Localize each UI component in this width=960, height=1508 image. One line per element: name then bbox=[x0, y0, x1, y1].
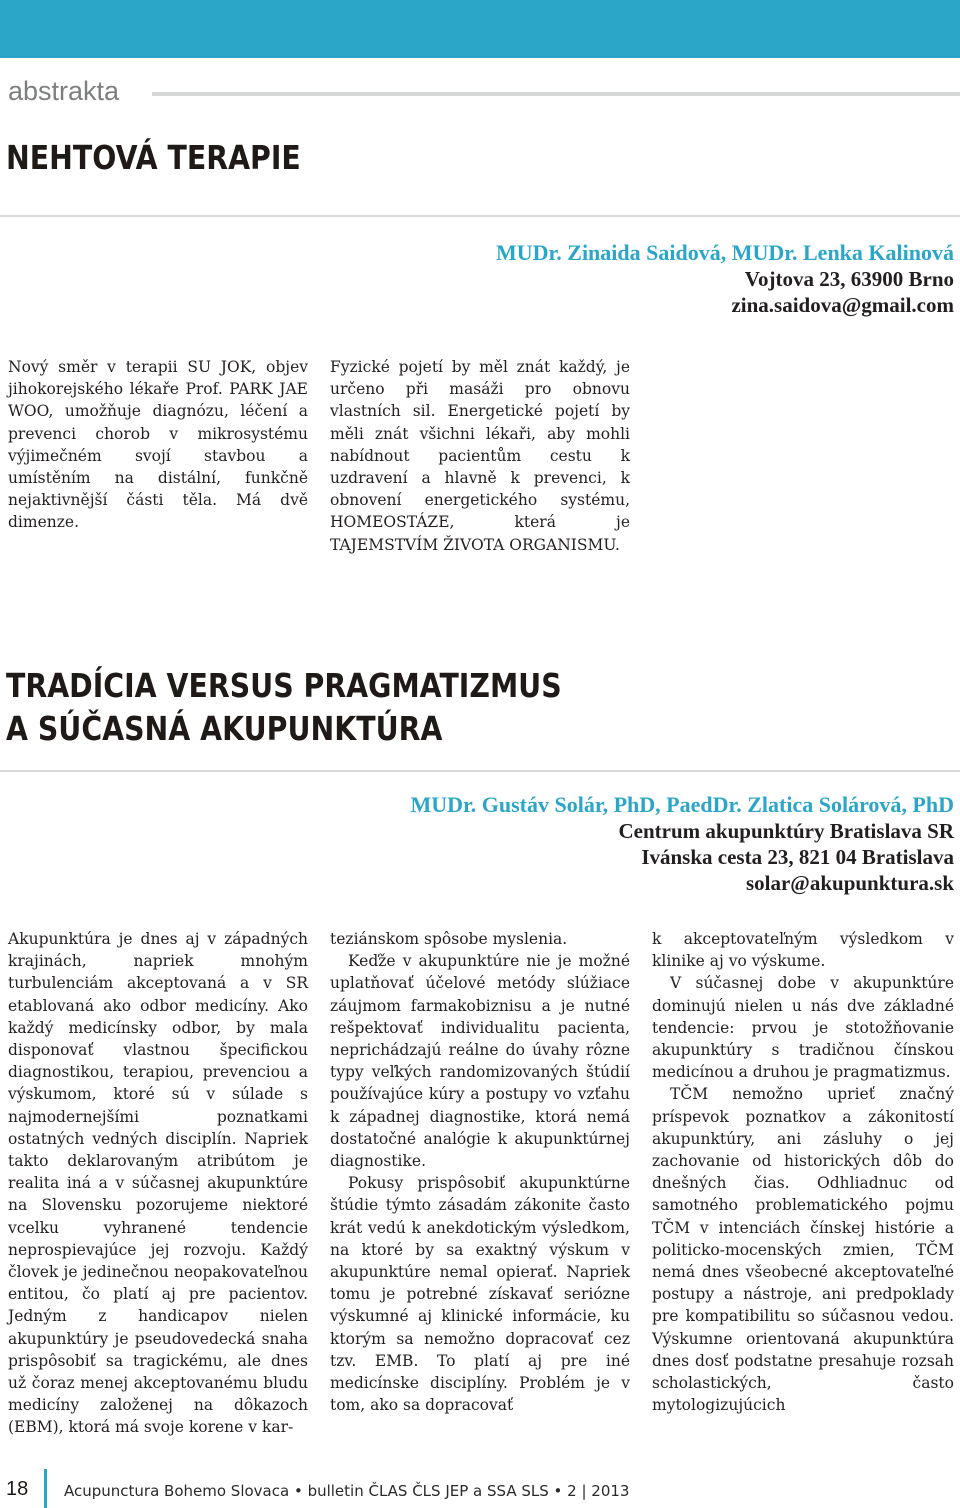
article1-col1-paragraph: Nový směr v terapii SU JOK, objev jihokorejského lékaře Prof. PARK JAE WOO, umožňuje diagnózu, léčení a prevenci chorob v mikrosystému výjimečném svojí stavbou a umístěním na distální, funkčně nejaktivnější části těla. Má dvě dimenze. bbox=[8, 358, 308, 532]
footer-page-number: 18 bbox=[6, 1478, 29, 1500]
article1-title: NEHTOVÁ TERAPIE bbox=[6, 138, 301, 177]
article2-column-3 bbox=[652, 928, 954, 1416]
article2-authors: MUDr. Gustáv Solár, PhD, PaedDr. Zlatica Solárová, PhD bbox=[410, 792, 954, 817]
article2-address: Ivánska cesta 23, 821 04 Bratislava bbox=[641, 845, 954, 869]
article1-column-2 bbox=[330, 356, 630, 556]
article2-column-2 bbox=[330, 928, 630, 1416]
article1-address: Vojtova 23, 63900 Brno bbox=[744, 267, 954, 291]
article2-title-divider bbox=[0, 770, 960, 772]
article1-title-divider bbox=[0, 215, 960, 217]
footer-publication: Acupunctura Bohemo Slovaca • bulletin ČLAS ČLS JEP a SSA SLS • 2 | 2013 bbox=[64, 1482, 630, 1500]
article2-col1-paragraph: Akupunktúra je dnes aj v západných krajinách, napriek mnohým turbulenciám akceptovaná a v SR etablovaná ako odbor medicíny. Ako každý medicínsky odbor, by mala disponovať vlastnou špecifickou diagnostikou, terapiou, prevenciou a výskumom, ktoré sú v súlade s najmodernejšími poznatkami ostatných vedných disciplín. Napriek takto deklarovaným atribútom je realita iná a v súčasnej akupunktúre na Slovensku pozorujeme niektoré vcelku vyhranené tendencie neprospievajúce jej rozvoju. Každý človek je jedinečnou neopakovateľnou entitou, čo platí aj pre pacientov. Jedným z handicapov nielen akupunktúry je pseudovedecká snaha prispôsobiť sa tragickému, ale dnes už čoraz menej akceptovanému bludu medicíny založenej na dôkazoch (EBM), ktorá má svoje korene v kar- bbox=[8, 930, 308, 1437]
section-label: abstrakta bbox=[8, 76, 120, 106]
article2-title bbox=[6, 664, 562, 750]
article2-col3-paragraph: TČM nemožno uprieť značný príspevok poznatkov a zákonitostí akupunktúry, ani zásluhy o jej zachovanie od historických dôb do dnešných čias. Odhliadnuc od samotného problematického pojmu TČM v intenciách čínskej histórie a politicko-mocenských zmien, TČM nemá dnes všeobecné akceptovateľné postupy a nástroje, ani predpoklady pre kompatibilitu so súčasnou vedou. Výskumne orientovaná akupunktúra dnes dosť podstatne presahuje rozsah scholastických, často mytologizujúcich bbox=[652, 1085, 954, 1415]
article2-institution: Centrum akupunktúry Bratislava SR bbox=[618, 819, 954, 843]
article2-col2-paragraph: Keďže v akupunktúre nie je možné uplatňovať účelové metódy slúžiace záujmom farmakobiznisu a je nutné rešpektovať individualitu pacienta, neprichádzajú reálne do úvahy rôzne typy veľkých randomizovaných štúdií používajúce kúry a postupy vo vzťahu k západnej diagnostike, ktorá nemá dostatočné analógie k akupunktúrnej diagnostike. bbox=[330, 952, 630, 1171]
section-rule bbox=[152, 92, 960, 96]
article2-title-line2: A SÚČASNÁ AKUPUNKTÚRA bbox=[6, 709, 443, 748]
article1-column-1 bbox=[8, 356, 308, 534]
article2-col3-paragraph: V súčasnej dobe v akupunktúre dominujú nielen u nás dve základné tendencie: prvou je stotožňovanie akupunktúry s tradičnou čínskou medicínou a druhou je pragmatizmus. bbox=[652, 974, 954, 1082]
article1-author-block bbox=[496, 240, 954, 318]
top-color-band bbox=[0, 0, 960, 58]
article2-email[interactable]: solar@akupunktura.sk bbox=[745, 871, 954, 895]
article1-email[interactable]: zina.saidova@gmail.com bbox=[731, 293, 954, 317]
article2-col3-paragraph: k akceptovateľným výsledkom v klinike aj vo výskume. bbox=[652, 930, 954, 971]
article1-authors: MUDr. Zinaida Saidová, MUDr. Lenka Kalinová bbox=[495, 240, 954, 265]
article2-title-line1: TRADÍCIA VERSUS PRAGMATIZMUS bbox=[6, 666, 562, 705]
article2-author-block bbox=[410, 792, 954, 896]
article2-col2-paragraph: teziánskom spôsobe myslenia. bbox=[330, 930, 568, 948]
article2-col2-paragraph: Pokusy prispôsobiť akupunktúrne štúdie týmto zásadám zákonite často krát vedú k anekdotickým výsledkom, na ktoré by sa exaktný výskum v akupunktúre nemal opierať. Napriek tomu je potrebné získavať seriózne výskumné aj klinické informácie, ku ktorým sa nemožno dopracovať cez tzv. EMB. To platí aj pre iné medicínske disciplíny. Problém je v tom, ako sa dopracovať bbox=[330, 1174, 630, 1415]
article1-col2-paragraph: Fyzické pojetí by měl znát každý, je určeno při masáži pro obnovu vlastních sil. Energetické pojetí by měli znát všichni lékaři, aby mohli nabídnout pacientům cestu k uzdravení a hlavně k prevenci, k obnovení energetického systému, HOMEOSTÁZE, která je TAJEMSTVÍM ŽIVOTA ORGANISMU. bbox=[330, 358, 630, 554]
article2-column-1 bbox=[8, 928, 308, 1439]
